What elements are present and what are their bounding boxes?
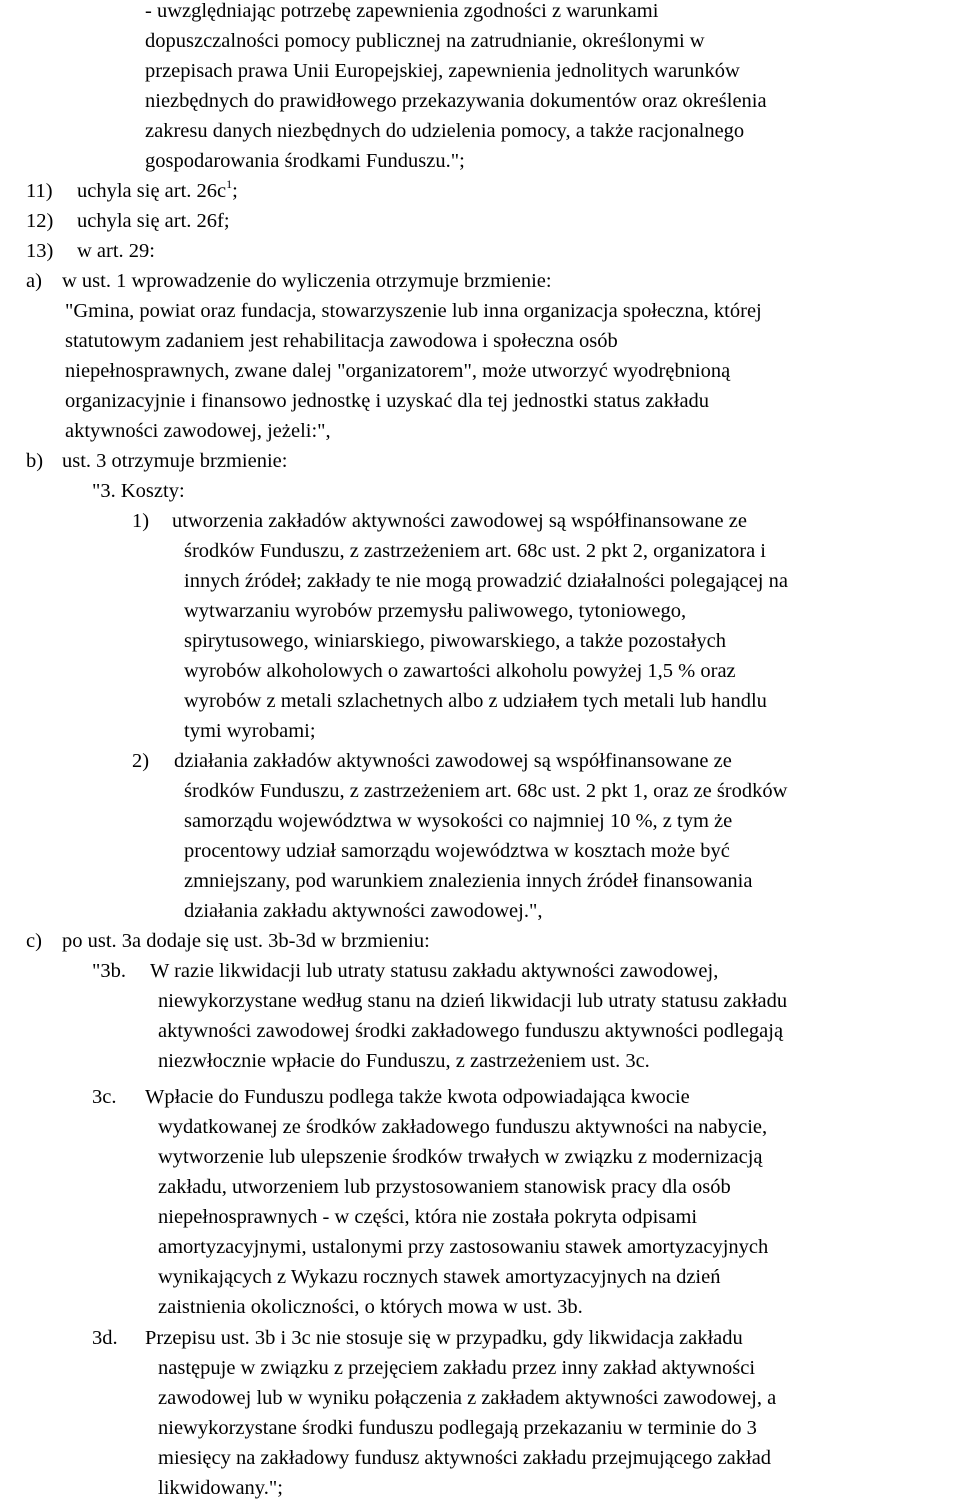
text-line: niepełnosprawnych - w części, która nie została pokryta odpisami: [158, 1206, 698, 1228]
text-line: niepełnosprawnych, zwane dalej "organizatorem", może utworzyć wyodrębnioną: [65, 360, 731, 382]
paragraph-label: "3b.: [92, 960, 126, 982]
text-line: wyrobów alkoholowych o zawartości alkoholu powyżej 1,5 % oraz: [184, 660, 736, 682]
item-text: w art. 29:: [77, 240, 155, 262]
text-line: działania zakładów aktywności zawodowej są współfinansowane ze: [174, 750, 732, 772]
text-line: miesięcy na zakładowy fundusz aktywności zakładu przejmującego zakład: [158, 1447, 772, 1469]
text-line: dopuszczalności pomocy publicznej na zatrudnianie, określonymi w: [145, 30, 705, 52]
item-text: [77, 176, 238, 206]
text-line: następuje w związku z przejęciem zakładu przez inny zakład aktywności: [158, 1357, 756, 1379]
text-line: spirytusowego, winiarskiego, piwowarskiego, a także pozostałych: [184, 630, 726, 652]
text-line: wytworzenie lub ulepszenie środków trwałych w związku z modernizacją: [158, 1146, 763, 1168]
text-line: likwidowany.";: [158, 1477, 283, 1499]
text-line: gospodarowania środkami Funduszu.";: [145, 150, 465, 172]
item-label: 13): [26, 240, 54, 262]
text-line: działania zakładu aktywności zawodowej.",: [184, 900, 543, 922]
text-line: samorządu województwa w wysokości co najmniej 10 %, z tym że: [184, 810, 733, 832]
text-line: procentowy udział samorządu województwa w kosztach może być: [184, 840, 730, 862]
text-line: niezwłocznie wpłacie do Funduszu, z zastrzeżeniem ust. 3c.: [158, 1050, 650, 1072]
subitem-label: b): [26, 450, 44, 472]
item-label: 12): [26, 210, 54, 232]
text-line: zaistnienia okoliczności, o których mowa w ust. 3b.: [158, 1296, 583, 1318]
text-line: - uwzględniając potrzebę zapewnienia zgodności z warunkami: [145, 0, 659, 22]
text-line: utworzenia zakładów aktywności zawodowej są współfinansowane ze: [172, 510, 747, 532]
text-line: Wpłacie do Funduszu podlega także kwota odpowiadająca kwocie: [145, 1086, 690, 1108]
text-line: niezbędnych do prawidłowego przekazywania dokumentów oraz określenia: [145, 90, 767, 112]
text-line: wytwarzaniu wyrobów przemysłu paliwowego, tytoniowego,: [184, 600, 687, 622]
text-line: amortyzacyjnymi, ustalonymi przy zastosowaniu stawek amortyzacyjnych: [158, 1236, 769, 1258]
item-text: uchyla się art. 26f;: [77, 210, 230, 232]
subitem-label: a): [26, 270, 42, 292]
point-label: 2): [132, 750, 150, 772]
text-line: Przepisu ust. 3b i 3c nie stosuje się w przypadku, gdy likwidacja zakładu: [145, 1327, 743, 1349]
text-line: "Gmina, powiat oraz fundacja, stowarzyszenie lub inna organizacja społeczna, której: [65, 300, 762, 322]
item-text-main: uchyla się art. 26c: [77, 180, 227, 202]
text-line: zakładu, utworzeniem lub przystosowaniem stanowisk pracy dla osób: [158, 1176, 731, 1198]
item-text-end: ;: [232, 180, 238, 202]
text-line: po ust. 3a dodaje się ust. 3b-3d w brzmieniu:: [62, 930, 430, 952]
text-line: aktywności zawodowej, jeżeli:",: [65, 420, 331, 442]
text-line: środków Funduszu, z zastrzeżeniem art. 68c ust. 2 pkt 1, oraz ze środków: [184, 780, 788, 802]
superscript: 1: [226, 177, 233, 191]
point-label: 1): [132, 510, 150, 532]
text-line: W razie likwidacji lub utraty statusu zakładu aktywności zawodowej,: [150, 960, 719, 982]
text-line: zmniejszany, pod warunkiem znalezienia innych źródeł finansowania: [184, 870, 753, 892]
text-line: organizacyjnie i finansowo jednostkę i uzyskać dla tej jednostki status zakładu: [65, 390, 710, 412]
text-line: zawodowej lub w wyniku połączenia z zakładem aktywności zawodowej, a: [158, 1387, 777, 1409]
text-line: wydatkowanej ze środków zakładowego funduszu aktywności na nabycie,: [158, 1116, 768, 1138]
text-line: innych źródeł; zakłady te nie mogą prowadzić działalności polegającej na: [184, 570, 788, 592]
text-line: niewykorzystane środki funduszu podlegają przekazaniu w terminie do 3: [158, 1417, 757, 1439]
text-line: w ust. 1 wprowadzenie do wyliczenia otrzymuje brzmienie:: [62, 270, 552, 292]
text-line: ust. 3 otrzymuje brzmienie:: [62, 450, 288, 472]
quoted-heading: "3. Koszty:: [92, 480, 185, 502]
text-line: statutowym zadaniem jest rehabilitacja zawodowa i społeczna osób: [65, 330, 618, 352]
subitem-label: c): [26, 930, 42, 952]
paragraph-label: 3d.: [92, 1327, 118, 1349]
text-line: zakresu danych niezbędnych do udzielenia pomocy, a także racjonalnego: [145, 120, 745, 142]
text-line: tymi wyrobami;: [184, 720, 316, 742]
text-line: środków Funduszu, z zastrzeżeniem art. 68c ust. 2 pkt 2, organizatora i: [184, 540, 766, 562]
text-line: wynikających z Wykazu rocznych stawek amortyzacyjnych na dzień: [158, 1266, 721, 1288]
text-line: niewykorzystane według stanu na dzień likwidacji lub utraty statusu zakładu: [158, 990, 788, 1012]
text-line: aktywności zawodowej środki zakładowego funduszu aktywności podlegają: [158, 1020, 784, 1042]
paragraph-label: 3c.: [92, 1086, 117, 1108]
text-line: wyrobów z metali szlachetnych albo z udziałem tych metali lub handlu: [184, 690, 767, 712]
item-label: 11): [26, 180, 53, 202]
text-line: przepisach prawa Unii Europejskiej, zapewnienia jednolitych warunków: [145, 60, 740, 82]
